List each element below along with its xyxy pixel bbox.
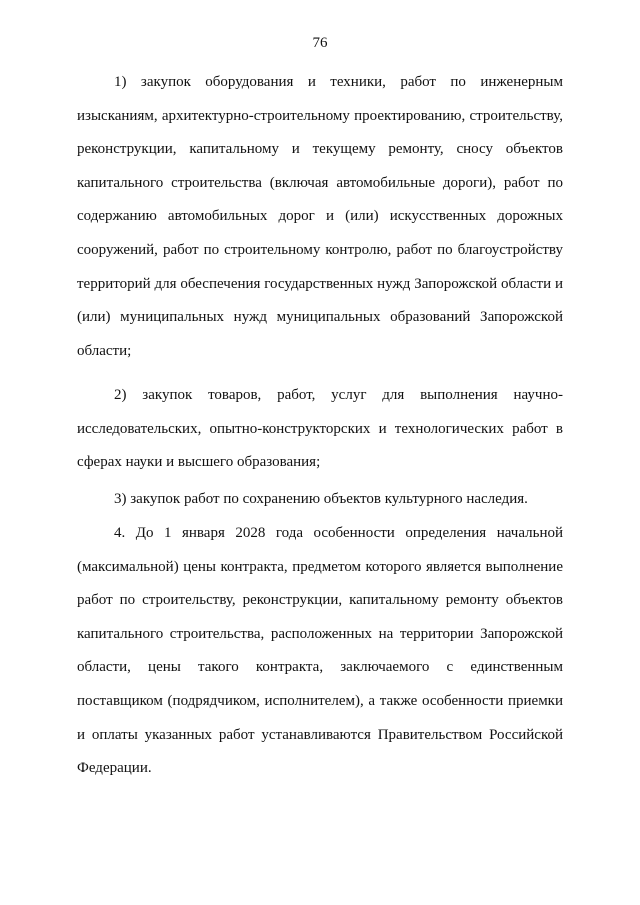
- paragraph-item-3: 3) закупок работ по сохранению объектов культурного наследия.: [114, 491, 528, 507]
- paragraph-item-1: 1) закупок оборудования и техники, работ по инженерным изысканиям, архитектурно-строительному проектированию, строительству, реконструкции, капитальному и текущему ремонту, сносу объектов капитального строительства (включая автомобильные дороги), работ по содержанию автомобильных дорог и (или) искусственных дорожных сооружений, работ по строительному контролю, работ по благоустройству территорий для обеспечения государственных нужд Запорожской области и (или) муниципальных нужд муниципальных образований Запорожской области;: [77, 74, 563, 359]
- paragraph-item-2: 2) закупок товаров, работ, услуг для выполнения научно-исследовательских, опытно-конструкторских и технологических работ в сферах науки и высшего образования;: [77, 387, 563, 471]
- paragraph-clause-4: 4. До 1 января 2028 года особенности определения начальной (максимальной) цены контракта, предметом которого является выполнение работ по строительству, реконструкции, капитальному ремонту объектов капитального строительства, расположенных на территории Запорожской области, цены такого контракта, заключаемого с единственным поставщиком (подрядчиком, исполнителем), а также особенности приемки и оплаты указанных работ устанавливаются Правительством Российской Федерации.: [77, 525, 563, 777]
- page-number: 76: [312, 35, 328, 51]
